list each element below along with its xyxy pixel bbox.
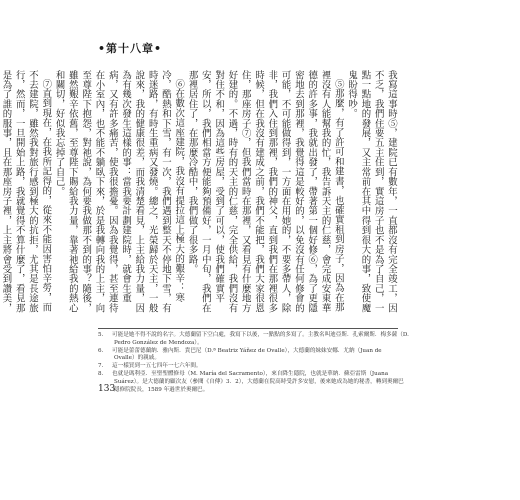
footnote-text: 也就是瑪利亞．至聖聖體修母（M. María del Sacramento），來自降生隱院，也就是華納．蘇亞雷斯（Juana — [112, 370, 389, 377]
footnote-number: 7. — [98, 363, 104, 370]
footnote-divider — [98, 328, 398, 329]
chapter-header: •第十八章• — [98, 42, 163, 55]
footnote-text: 可能是她不得不說的名字。大德蘭留下空白處，我寫下以後，一點點的多寫了。主教名叫迪亞斯．孔索爾斯．梅多薩（D. — [112, 332, 409, 338]
footnote-number: 8. — [98, 370, 104, 377]
footnote-text: 隱修院院長，1589 年過世於奧爾巴。 — [114, 386, 209, 393]
footnote-text: 可能是蕾蕾德蘭納．雅內斯．貴巴尼（D.ª Beatriz Yáñez de Ovalle），大德蘭的妹妹安娜．尤納（Juan de — [112, 347, 382, 354]
footnote-number: 5. — [98, 332, 104, 338]
paragraph: ⑦直到現在，在我所記得的，從來不能因害怕辛勞，而不去建院，雖然我對旅行感到極大的抗拒，尤其是長途旅行，然而，一旦開始上路，我就覺得不算什麼了，看見那是為了誰的服事，且在那座房子裡，上主將會受到讚美， — [0, 70, 52, 313]
paragraph: ⑥在數次這座建院，我沒有提拉這上極大的艱辛：寒冷，酷熱和下雪，有一次，我們遇到整天不停地下雪，有時迷路，有時生重病又發燒。總之，光榮歸於天主，一般說來，我的健康很差，而我清楚看見，上主給我力量，因為有幾次發生這樣的事：當我要計劃建院時，就會生重病，又有許多痛苦，使我很擔憂。因為我覺得，甚至連待在小室內，也不能不躺臥下來，於是我轉向我的上主，向至尊陛下抱怨，對祂說，為何要我做那不到的事？隨後，雖然艱辛依舊，至尊陛下賜給我力量，靠著祂給我的熱心和關切，好似我忘掉了自己。 — [53, 70, 185, 313]
page-number: 133 — [98, 384, 116, 394]
footnote-text: Pedro González de Mendoza）。 — [114, 339, 203, 346]
footnote — [98, 371, 408, 379]
paragraph: ⑤那麼，有了許可和建書，也確實租到房子，因為在那裡沒有人能幫我的忙，我告訴天主的仁慈，會完成安東華德的許多事，我就出發了，帶著第一個好修⑥，為了更隱密地去到那裡，我覺得這是較好的，以免沒有任何修會的可能，不可能做得到，一方面在用她的，不要多帶人，除非，我們入住到那裡，我們的神父，直到我們在那裡很多時候，但在我沒有建成之前，我們不能把，我們大家很恩住，那座房子⑦，但我們當時在那裡，又看見有什麼地方好建的。不過，時有的天主的仁慈，完全供給，我們沒有對住不和，因為這些房屋，受到了可以，使我們確實平安，所以，我們相當方便能夠預備好，一月中旬，我們在那裡居住了，在那麼冷酷中，我們做了很多路。 — [186, 70, 344, 313]
footnote — [98, 363, 408, 371]
main-text-column — [0, 70, 398, 322]
footnotes — [98, 332, 408, 394]
footnote — [98, 332, 408, 340]
footnote-text: Suárez）。是大德蘭的顧次友（參閱《自傳》3．2），大德蘭在院高時受許多安慰，後來她成為她的秘書，轉到奧爾巴 — [114, 378, 404, 385]
footnote-number: 6. — [98, 347, 104, 354]
paragraph: 我寫這事時⑤，建院已有數年，一直都沒有完全竣工，因不乏，我們住要五主住到，實這房子也不是為了自己，一點一點地的發展，又主常前在其中得到很大的事，致使魔鬼盼得吵。 — [346, 70, 397, 313]
footnote-text: Ovalle）的親戚。 — [114, 355, 160, 362]
footnote-text: 這一樣買到一五七四年一七六年間。 — [112, 363, 202, 370]
